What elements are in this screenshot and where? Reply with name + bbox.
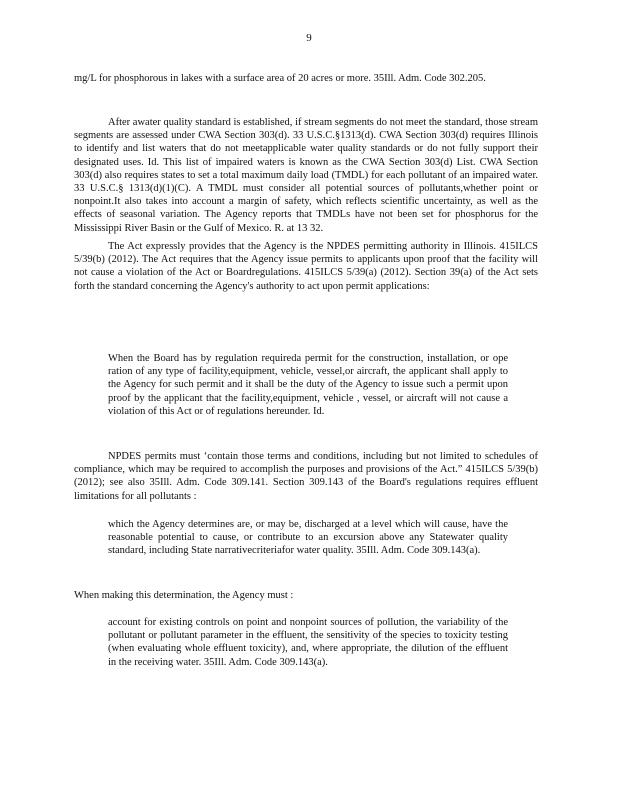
paragraph-water-quality-standards (74, 116, 538, 235)
paragraph-continuation (74, 72, 538, 85)
quote-text: When the Board has by regulation requireda permit for the construction, installation, or ope ration of any type of facility,equipment, vehicle, vessel,or aircraft, the applicant shall apply to the Agency for such permit and it shall be the duty of the Agency to issue such a permit upon proof by the applicant that the facility,equipment, vehicle , vessel, or aircraft will not cause a violation of this Act or of regulations hereunder. Id. (108, 353, 508, 417)
paragraph-text: After awater quality standard is established, if stream segments do not meet the standard, those stream segments are assessed under CWA Section 303(d). 33 U.S.C.§1313(d). CWA Section 303(d) requires Illinois to identify and list waters that do not meetapplicable water quality standards or do not fully support their designated uses. Id. This list of impaired waters is known as the CWA Section 303(d) List. CWA Section 303(d) also requires states to set a total maximum daily load (TMDL) for each pollutant of an impaired water. 33 U.S.C.§ 1313(d)(1)(C). A TMDL must consider all potential sources of pollutants,whether point or nonpoint.It also takes into account a margin of safety, which reflects scientific uncertainty, as well as the effects of seasonal variation. The Agency reports that TMDLs have not been set for phosphorus for the Mississippi River Basin or the Gulf of Mexico. R. at 13 32. (74, 117, 538, 234)
paragraph-text: When making this determination, the Agency must : (74, 590, 294, 601)
paragraph-text: mg/L for phosphorous in lakes with a surface area of 20 acres or more. 35Ill. Adm. Code 302.205. (74, 73, 486, 84)
paragraph-text: NPDES permits must ‘contain those terms and conditions, including but not limited to schedules of compliance, which may be required to accomplish the purposes and provisions of the Act.” 415ILCS 5/39(b) (2012); see also 35Ill. Adm. Code 309.141. Section 309.143 of the Board's regulations requires effluent limitations for all pollutants : (74, 451, 538, 502)
block-quote-section-309-143 (108, 518, 508, 558)
paragraph-agency-determination (74, 589, 538, 602)
paragraph-npdes-permit-terms (74, 450, 538, 503)
quote-text: which the Agency determines are, or may be, discharged at a level which will cause, have the reasonable potential to cause, or contribute to an excursion above any Statewater quality standard, including State narrativecriteriafor water quality. 35Ill. Adm. Code 309.143(a). (108, 519, 508, 557)
quote-text: account for existing controls on point and nonpoint sources of pollution, the variability of the pollutant or pollutant parameter in the effluent, the sensitivity of the species to toxicity testing (when evaluating whole effluent toxicity), and, where appropriate, the dilution of the effluent in the receiving water. 35Ill. Adm. Code 309.143(a). (108, 617, 508, 668)
paragraph-npdes-authority (74, 240, 538, 293)
paragraph-text: The Act expressly provides that the Agency is the NPDES permitting authority in Illinois. 415ILCS 5/39(b) (2012). The Act requires that the Agency issue permits to applicants upon proof that the facility will not cause a violation of the Act or Boardregulations. 415ILCS 5/39(a) (2012). Section 39(a) of the Act sets forth the standard concerning the Agency's authority to act upon permit applications: (74, 241, 538, 292)
block-quote-section-39a (108, 352, 508, 418)
page-number: 9 (306, 32, 312, 44)
block-quote-agency-must (108, 616, 508, 669)
